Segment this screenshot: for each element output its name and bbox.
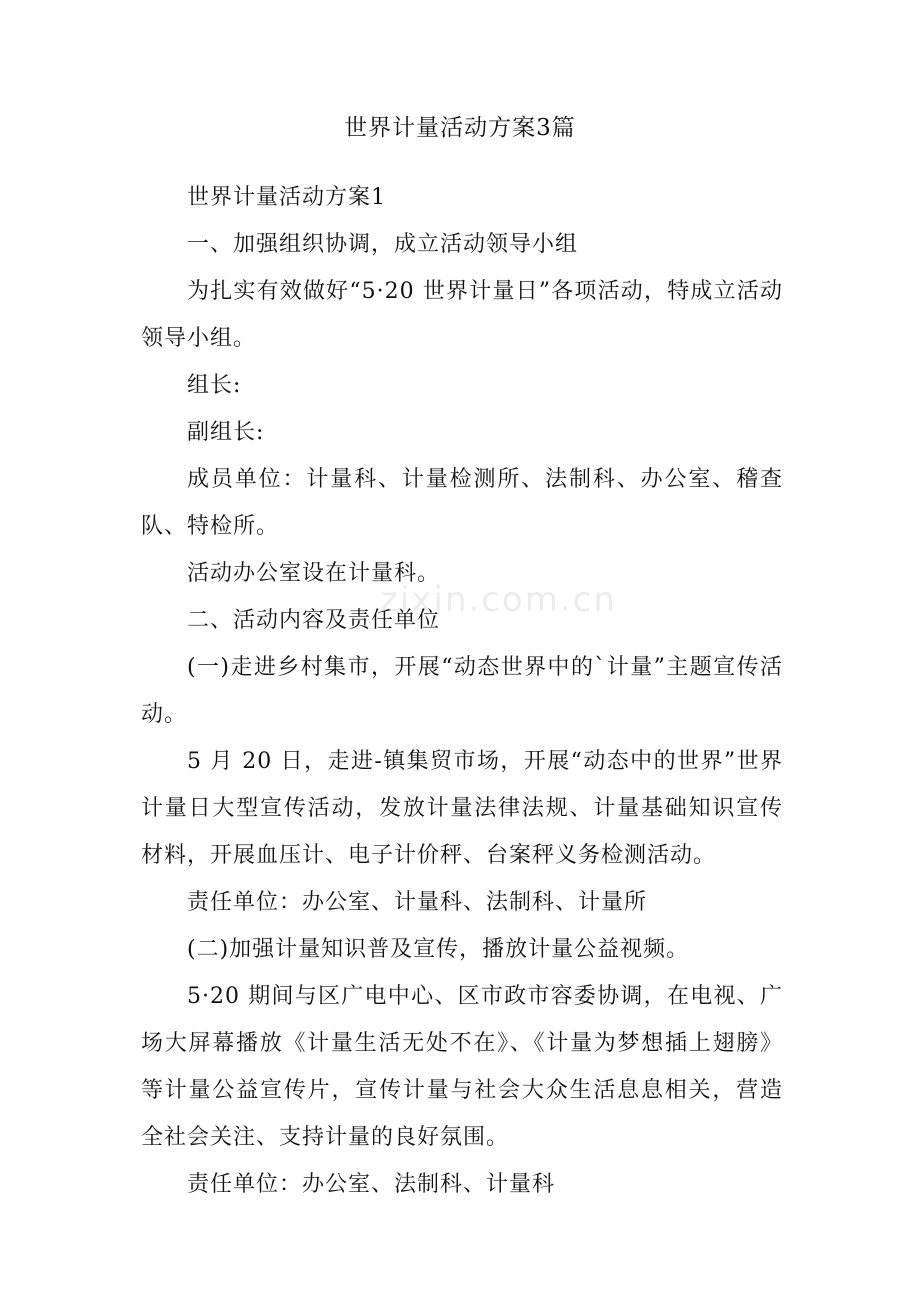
deputy-leader-line: 副组长: xyxy=(187,420,265,445)
subsection-heading-1: (一)走进乡村集市，开展“动态世界中的`计量”主题宣传活动。 xyxy=(141,655,783,727)
responsible-units: 责任单位：办公室、法制科、计量科 xyxy=(187,1172,556,1197)
watermark: zixin.com.cn xyxy=(380,580,617,620)
responsible-units: 责任单位：办公室、计量科、法制科、计量所 xyxy=(187,890,648,915)
office-location: 活动办公室设在计量科。 xyxy=(187,561,441,586)
paragraph: 5 月 20 日，走进-镇集贸市场，开展“动态中的世界”世界计量日大型宣传活动，发放计量法律法规、计量基础知识宣传材料，开展血压计、电子计价秤、台案秤义务检测活动。 xyxy=(141,749,783,868)
paragraph: 5·20 期间与区广电中心、区市政市容委协调，在电视、广场大屏幕播放《计量生活无处不在》、《计量为梦想插上翅膀》等计量公益宣传片，宣传计量与社会大众生活息息相关，营造全社会关注、支持计量的良好氛围。 xyxy=(141,984,783,1150)
subsection-heading-2: (二)加强计量知识普及宣传，播放计量公益视频。 xyxy=(187,937,690,962)
document-body xyxy=(141,174,783,1208)
member-units: 成员单位：计量科、计量检测所、法制科、办公室、稽查队、特检所。 xyxy=(141,467,783,539)
document-title: 世界计量活动方案3篇 xyxy=(344,115,576,141)
section-heading-2: 二、活动内容及责任单位 xyxy=(187,608,441,633)
leader-line: 组长: xyxy=(187,373,242,398)
paragraph: 为扎实有效做好“5·20 世界计量日”各项活动，特成立活动领导小组。 xyxy=(141,279,783,351)
plan-heading: 世界计量活动方案1 xyxy=(187,185,386,210)
section-heading-1: 一、加强组织协调，成立活动领导小组 xyxy=(187,232,579,257)
